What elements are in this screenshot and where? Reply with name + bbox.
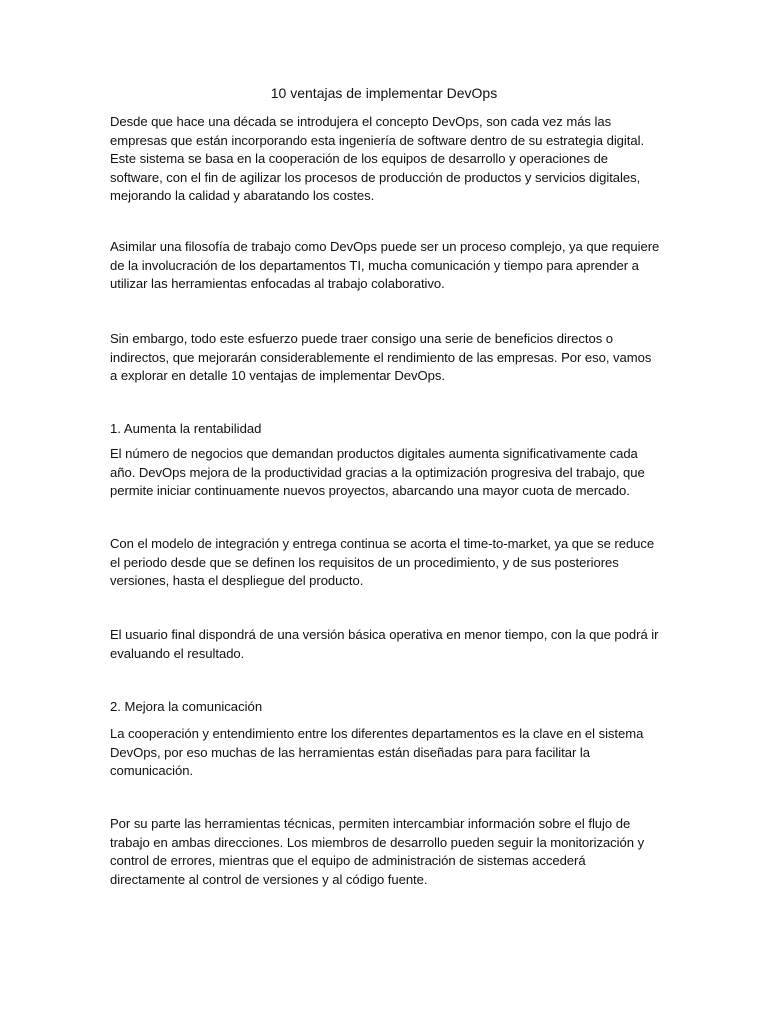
intro-paragraph-2: Asimilar una filosofía de trabajo como DevOps puede ser un proceso complejo, ya que requiere de la involucración de los departamentos TI, mucha comunicación y tiempo para aprender a utilizar las herramientas enfocadas al trabajo colaborativo. bbox=[110, 239, 660, 291]
document-title: 10 ventajas de implementar DevOps bbox=[270, 85, 498, 101]
section-heading-rentabilidad: 1. Aumenta la rentabilidad bbox=[110, 421, 262, 436]
intro-paragraph-1: Desde que hace una década se introdujera el concepto DevOps, son cada vez más las empresas que están incorporando esta ingeniería de software dentro de su estrategia digital. Este sistema se basa en la cooperación de los equipos de desarrollo y operaciones de software, con el fin de agilizar los procesos de producción de productos y servicios digitales, mejorando la calidad y abaratando los costes. bbox=[110, 114, 645, 203]
section-1-paragraph-1: El número de negocios que demandan productos digitales aumenta significativamente cada año. DevOps mejora de la productividad gracias a la optimización progresiva del trabajo, que permite iniciar continuamente nuevos proyectos, abarcando una mayor cuota de mercado. bbox=[110, 446, 645, 498]
intro-paragraph-3: Sin embargo, todo este esfuerzo puede traer consigo una serie de beneficios directos o indirectos, que mejorarán considerablemente el rendimiento de las empresas. Por eso, vamos a explorar en detalle 10 ventajas de implementar DevOps. bbox=[110, 331, 652, 383]
section-1-paragraph-2: Con el modelo de integración y entrega continua se acorta el time-to-market, ya que se reduce el periodo desde que se definen los requisitos de un procedimiento, y de sus posteriores versiones, hasta el despliegue del producto. bbox=[110, 536, 655, 588]
section-2-paragraph-1: La cooperación y entendimiento entre los diferentes departamentos es la clave en el sistema DevOps, por eso muchas de las herramientas están diseñadas para para facilitar la comunicación. bbox=[110, 726, 644, 778]
section-1-paragraph-3: El usuario final dispondrá de una versión básica operativa en menor tiempo, con la que podrá ir evaluando el resultado. bbox=[110, 627, 659, 661]
section-heading-comunicacion: 2. Mejora la comunicación bbox=[110, 699, 263, 714]
section-2-paragraph-2: Por su parte las herramientas técnicas, permiten intercambiar información sobre el flujo de trabajo en ambas direcciones. Los miembros de desarrollo pueden seguir la monitorización y control de errores, mientras que el equipo de administración de sistemas accederá directamente al control de versiones y al código fuente. bbox=[110, 816, 645, 887]
